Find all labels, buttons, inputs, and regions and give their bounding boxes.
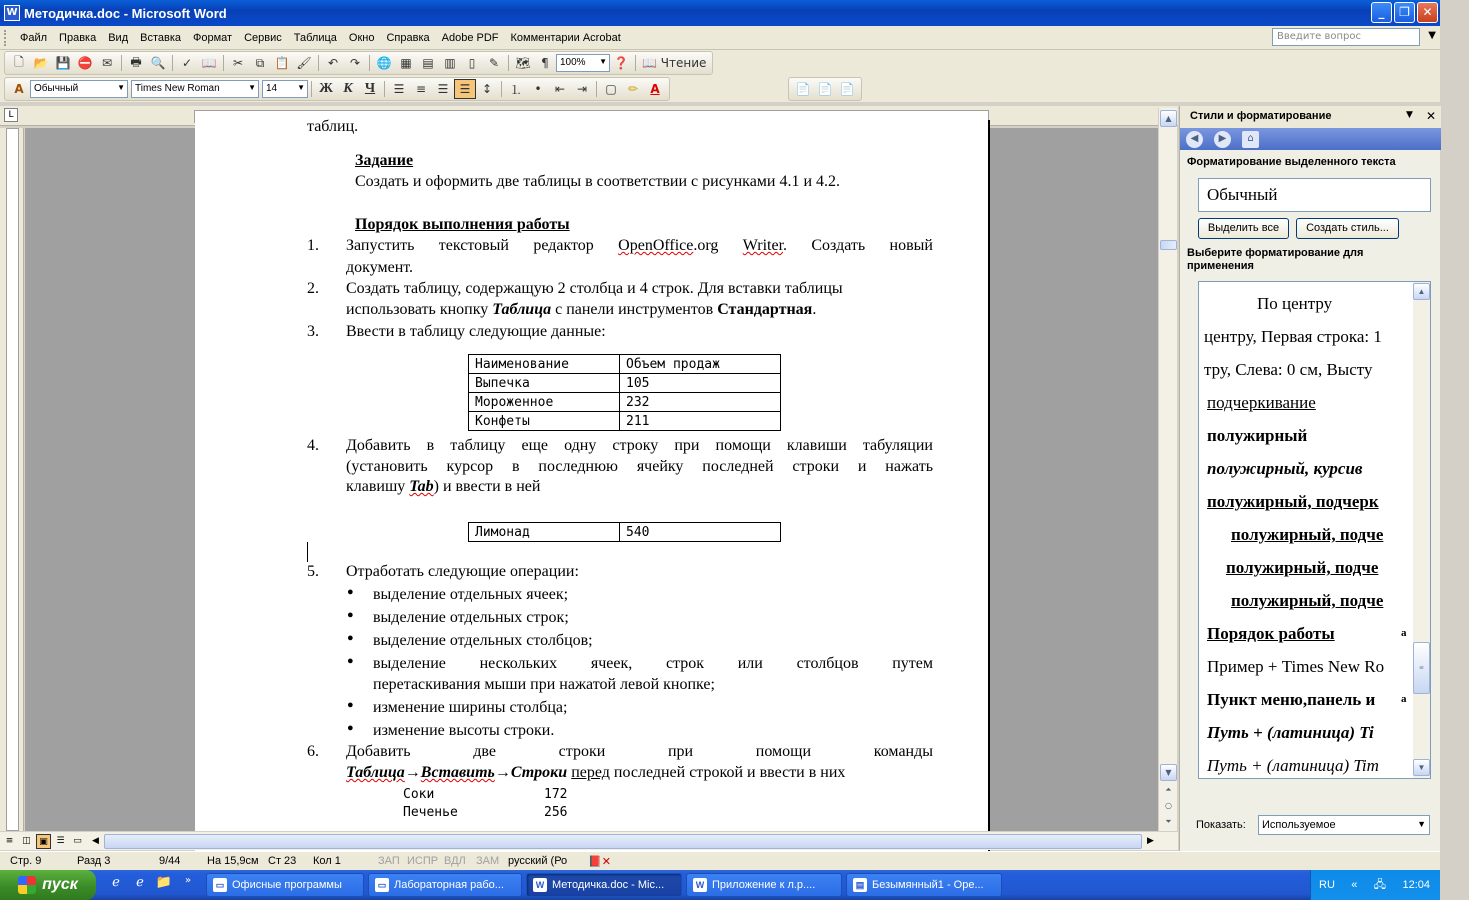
columns-icon[interactable]: ▯: [468, 56, 476, 70]
menubar-grip[interactable]: [4, 30, 10, 46]
font-color-icon[interactable]: A: [650, 82, 660, 96]
network-icon[interactable]: 🖧: [1373, 878, 1387, 891]
bullet-item: выделение отдельных ячеек;: [373, 586, 569, 603]
show-label: Показать:: [1196, 819, 1246, 831]
step1-writer: [743, 237, 787, 255]
step3-text: Ввести в таблицу следующие данные:: [346, 323, 606, 340]
style-list-scrollbar[interactable]: [1413, 282, 1430, 778]
open-folder-icon[interactable]: 📂: [33, 56, 49, 70]
bullet-item: изменение ширины столбца;: [373, 699, 568, 716]
step1-word: текстовый: [438, 237, 509, 254]
style-dropdown-icon: ▼: [117, 83, 125, 92]
insert-table-icon[interactable]: ▤: [422, 56, 434, 70]
book-icon: 📖: [642, 56, 657, 70]
reading-view-icon[interactable]: ▭: [73, 836, 82, 846]
vertical-scroll-thumb[interactable]: [1160, 240, 1177, 250]
home-icon[interactable]: ⌂: [1242, 131, 1259, 148]
prev-line-text: таблиц.: [307, 118, 359, 135]
italic-button[interactable]: К: [343, 81, 353, 96]
step2-text: использовать кнопку: [346, 301, 493, 318]
tables-borders-icon[interactable]: ▦: [400, 56, 412, 70]
ie-quicklaunch-icon[interactable]: ℯ: [112, 875, 120, 890]
scroll-left-icon[interactable]: ◀: [92, 836, 99, 846]
horizontal-scroll-thumb[interactable]: [104, 834, 1142, 849]
text-cursor: [307, 542, 308, 562]
step2-line1: Создать таблицу, содержащую 2 столбца и 4 строк. Для вставки таблицы: [346, 280, 843, 297]
list-scroll-up-icon[interactable]: ▲: [1413, 283, 1430, 300]
start-label: пуск: [42, 876, 78, 893]
list-scroll-down-icon[interactable]: ▼: [1413, 759, 1430, 776]
email-icon[interactable]: ✉: [101, 56, 113, 70]
menu-path-insert: Вставить: [420, 764, 495, 781]
style-item[interactable]: полужирный, подче: [1231, 591, 1384, 610]
style-item[interactable]: Пример + Times New Ro: [1207, 657, 1385, 676]
bullet-icon: ●: [347, 655, 354, 667]
folder-icon: ▭: [213, 878, 227, 892]
step4-text: ) и ввести в ней: [433, 478, 541, 495]
table-row: [469, 412, 781, 431]
select-all-button[interactable]: Выделить все: [1198, 218, 1289, 239]
system-tray: [1310, 870, 1440, 900]
show-select[interactable]: [1258, 815, 1430, 835]
font-value: Times New Roman: [135, 83, 220, 94]
sales-table[interactable]: [468, 354, 781, 431]
style-item[interactable]: центру, Первая строка: 1: [1204, 327, 1382, 346]
quicklaunch-more-icon[interactable]: »: [184, 875, 192, 886]
convert-pdf-email-icon[interactable]: 📄: [817, 82, 833, 96]
align-right-icon[interactable]: ☰: [437, 82, 449, 96]
menu-acrobat-comments[interactable]: Комментарии Acrobat: [510, 31, 621, 44]
step2-number: 2.: [307, 280, 319, 297]
menu-insert[interactable]: Вставка: [140, 31, 182, 44]
font-dropdown-icon: ▼: [248, 83, 256, 92]
spelling-icon[interactable]: ✓: [181, 56, 193, 70]
step1-line2: документ.: [346, 259, 414, 276]
step1-number: 1.: [307, 237, 319, 254]
status-column: Кол 1: [313, 855, 341, 867]
writer-word: Writer: [742, 237, 784, 254]
table-cell[interactable]: Лимонад: [469, 523, 620, 542]
highlight-icon[interactable]: ✏: [627, 82, 639, 96]
border-icon[interactable]: ▢: [605, 82, 617, 96]
align-left-icon[interactable]: ☰: [393, 82, 405, 96]
task-label: Офисные программы: [232, 879, 342, 891]
extra-row-name: Печенье: [403, 805, 458, 820]
table-cell[interactable]: Объем продаж: [620, 355, 781, 374]
clock[interactable]: 12:04: [1402, 879, 1430, 891]
language-indicator[interactable]: RU: [1319, 879, 1335, 891]
table-row: [469, 523, 781, 542]
bullet-item: выделение отдельных строк;: [373, 609, 569, 626]
step6-line2: [346, 764, 845, 782]
undo-icon[interactable]: ↶: [327, 56, 339, 70]
bullets-icon[interactable]: •: [534, 82, 542, 96]
menu-tools[interactable]: Сервис: [244, 31, 282, 44]
status-track[interactable]: ИСПР: [407, 855, 439, 867]
task-text: Создать и оформить две таблицы в соответствии с рисунками 4.1 и 4.2.: [355, 173, 841, 190]
org-word: .org: [693, 237, 719, 254]
zoom-select[interactable]: [556, 54, 610, 72]
scroll-right-icon[interactable]: ▶: [1147, 836, 1154, 846]
folder-icon: ▭: [375, 878, 389, 892]
convert-pdf-icon[interactable]: 📄: [795, 82, 811, 96]
cut-icon[interactable]: ✂: [232, 56, 244, 70]
taskbar: [0, 870, 1440, 900]
style-value: Обычный: [34, 83, 79, 94]
before-word: перед: [571, 764, 610, 781]
table-row: [469, 355, 781, 374]
style-item[interactable]: подчеркивание: [1207, 393, 1316, 412]
status-line: Ст 23: [268, 855, 297, 867]
redo-icon[interactable]: ↷: [349, 56, 361, 70]
step1-word: редактор: [533, 237, 594, 254]
status-pages: 9/44: [159, 855, 181, 867]
word-doc-icon: W: [693, 878, 707, 892]
menu-view[interactable]: Вид: [108, 31, 129, 44]
bullet-icon: ●: [347, 609, 354, 621]
arrow: →: [404, 764, 421, 781]
word-doc-icon: W: [533, 878, 547, 892]
step4-line3: [346, 478, 540, 496]
copy-icon[interactable]: ⧉: [255, 55, 265, 70]
close-button[interactable]: ✕: [1417, 2, 1438, 23]
horizontal-scrollbar[interactable]: [0, 831, 1178, 850]
standard-word: Стандартная: [717, 301, 813, 318]
reading-mode-button[interactable]: [639, 53, 709, 73]
choose-format-label: Выберите форматирование для применения: [1187, 247, 1364, 272]
menu-table[interactable]: Таблица: [293, 31, 337, 44]
period: .: [783, 237, 788, 254]
step4-line2: (установить курсор в последнюю ячейку последней строки и нажать: [346, 458, 933, 475]
table-word: Таблица: [492, 301, 552, 318]
hyperlink-icon[interactable]: 🌐: [376, 56, 392, 70]
step1-word: Создать: [811, 237, 866, 254]
tab-stop-selector[interactable]: L: [4, 108, 18, 122]
zoom-value: 100%: [560, 57, 586, 68]
show-dropdown-icon: ▼: [1417, 819, 1426, 829]
status-section: Разд 3: [77, 855, 111, 867]
style-item[interactable]: Путь + (латиница) Tim: [1207, 756, 1379, 775]
status-extend[interactable]: ВДЛ: [444, 855, 466, 867]
selected-format-label: Форматирование выделенного текста: [1187, 156, 1396, 168]
menu-window[interactable]: Окно: [348, 31, 375, 44]
openoffice-word: OpenOffice: [618, 237, 694, 254]
title-bar: [0, 0, 1440, 26]
table-cell[interactable]: Выпечка: [469, 374, 620, 393]
next-page-icon[interactable]: ⏷: [1165, 817, 1172, 826]
paste-icon[interactable]: 📋: [274, 56, 290, 70]
ask-question-input[interactable]: Введите вопрос: [1272, 28, 1420, 46]
permission-icon[interactable]: ⛔: [77, 56, 93, 70]
table-cell[interactable]: 105: [620, 374, 781, 393]
bullet-item-continued: перетаскивания мыши при нажатой левой кнопке;: [373, 676, 715, 693]
status-bar: [0, 851, 1440, 870]
scroll-down-icon[interactable]: ▼: [1160, 764, 1177, 781]
paragraph-style-mark-icon: a: [1401, 693, 1407, 705]
task-label: Методичка.doc - Mic...: [552, 879, 665, 891]
taskbar-item[interactable]: [846, 873, 1002, 897]
period: .: [812, 301, 817, 318]
back-icon[interactable]: ◀: [1186, 131, 1203, 148]
vertical-ruler-scale[interactable]: [6, 128, 19, 831]
style-item[interactable]: тру, Слева: 0 см, Высту: [1204, 360, 1373, 379]
window-title: Методичка.doc - Microsoft Word: [24, 5, 227, 21]
font-size-select[interactable]: [262, 80, 308, 98]
line-spacing-icon[interactable]: ↕: [481, 82, 493, 96]
tray-arrow-icon[interactable]: «: [1351, 879, 1358, 891]
style-list[interactable]: [1198, 281, 1431, 779]
show-hide-icon[interactable]: ¶: [541, 56, 549, 70]
step1-app-name: [618, 237, 718, 255]
bullet-icon: ●: [347, 632, 354, 644]
size-value: 14: [266, 83, 278, 94]
arrow: →: [494, 764, 511, 781]
scroll-up-icon[interactable]: ▲: [1160, 110, 1177, 127]
show-value: Используемое: [1262, 819, 1336, 831]
table-row: [469, 393, 781, 412]
forward-icon[interactable]: ▶: [1214, 131, 1231, 148]
style-item[interactable]: Пункт меню,панель и: [1207, 690, 1376, 709]
bullet-icon: ●: [347, 722, 354, 734]
taskpane-close-icon[interactable]: ✕: [1426, 109, 1437, 123]
vertical-ruler: [0, 128, 24, 831]
table-cell[interactable]: 540: [620, 523, 781, 542]
bullet-item: выделение отдельных столбцов;: [373, 632, 593, 649]
vertical-scrollbar[interactable]: [1158, 108, 1177, 831]
taskpane-menu-icon[interactable]: ▼: [1406, 110, 1413, 120]
justify-icon[interactable]: ☰: [454, 79, 476, 99]
status-page: Стр. 9: [10, 855, 42, 867]
status-position: На 15,9см: [207, 855, 259, 867]
table-row: [469, 374, 781, 393]
step4-number: 4.: [307, 437, 319, 454]
table-cell[interactable]: Мороженное: [469, 393, 620, 412]
windows-flag-icon: [18, 876, 36, 894]
bullet-icon: ●: [347, 699, 354, 711]
bold-button[interactable]: Ж: [319, 81, 333, 96]
normal-view-icon[interactable]: ≡: [5, 836, 14, 846]
styles-task-pane: [1179, 106, 1440, 851]
taskbar-item[interactable]: [206, 873, 364, 897]
outline-view-icon[interactable]: ☰: [56, 836, 65, 846]
style-item[interactable]: полужирный, подче: [1231, 525, 1384, 544]
start-button[interactable]: [0, 870, 96, 900]
browser-quicklaunch-icon[interactable]: ℯ: [136, 875, 144, 890]
taskbar-item[interactable]: [686, 873, 842, 897]
zoom-dropdown-icon: ▼: [599, 57, 607, 66]
table-cell[interactable]: 211: [620, 412, 781, 431]
order-heading: Порядок выполнения работы: [355, 216, 570, 233]
menu-help[interactable]: Справка: [386, 31, 430, 44]
standard-toolbar: [0, 50, 1440, 76]
lemonade-table[interactable]: [468, 522, 781, 542]
reading-label: Чтение: [660, 56, 707, 70]
status-overtype[interactable]: ЗАМ: [476, 855, 500, 867]
openoffice-doc-icon: ▤: [853, 878, 867, 892]
style-item[interactable]: Порядок работы: [1207, 624, 1335, 643]
new-document-icon[interactable]: 🗋: [14, 54, 24, 69]
menu-bar: [0, 26, 1440, 50]
style-item[interactable]: полужирный, курсив: [1207, 459, 1363, 478]
status-record[interactable]: ЗАП: [378, 855, 400, 867]
style-item[interactable]: полужирный: [1207, 426, 1308, 445]
maximize-button[interactable]: ❐: [1394, 2, 1415, 23]
increase-indent-icon[interactable]: ⇥: [576, 82, 588, 96]
previous-page-icon[interactable]: ⏶: [1165, 785, 1172, 794]
style-item[interactable]: Путь + (латиница) Ti: [1207, 723, 1374, 742]
table-cell[interactable]: Наименование: [469, 355, 620, 374]
drawing-icon[interactable]: ✎: [488, 56, 500, 70]
step2-text: с панели инструментов: [551, 301, 718, 318]
web-view-icon[interactable]: ◫: [22, 836, 31, 846]
document-area[interactable]: [25, 118, 1158, 831]
align-center-icon[interactable]: ≡: [415, 82, 427, 96]
step1-word: Запустить: [346, 237, 415, 254]
task-label: Приложение к л.р....: [712, 879, 816, 891]
document-map-icon[interactable]: 🗺: [515, 56, 531, 70]
styles-pane-icon[interactable]: A: [14, 82, 24, 96]
style-item[interactable]: По центру: [1257, 294, 1333, 313]
decrease-indent-icon[interactable]: ⇤: [554, 82, 566, 96]
step4-line1: Добавить в таблицу еще одну строку при помощи клавиши табуляции: [346, 437, 933, 454]
bullet-item: изменение высоты строки.: [373, 722, 555, 739]
table-cell[interactable]: Конфеты: [469, 412, 620, 431]
step4-text: клавишу: [346, 478, 410, 495]
step1-line1: [346, 237, 933, 255]
browse-object-icon[interactable]: ○: [1165, 801, 1172, 810]
current-style-box[interactable]: Обычный: [1198, 178, 1431, 212]
size-dropdown-icon: ▼: [297, 83, 305, 92]
menu-edit[interactable]: Правка: [59, 31, 97, 44]
menu-path-table: Таблица: [346, 764, 405, 781]
document-page[interactable]: [195, 120, 990, 880]
format-painter-icon[interactable]: 🖌: [296, 56, 312, 70]
task-label: Безымянный1 - Ope...: [872, 879, 984, 891]
step5-number: 5.: [307, 563, 319, 580]
insert-excel-icon[interactable]: ▥: [444, 56, 456, 70]
menu-adobe-pdf[interactable]: Adobe PDF: [441, 31, 499, 44]
print-preview-icon[interactable]: 🔍: [150, 56, 166, 70]
extra-row-value: 256: [544, 805, 568, 820]
menu-file[interactable]: Файл: [20, 31, 48, 44]
help-icon[interactable]: ❓: [613, 56, 629, 70]
formatting-toolbar: [0, 76, 1440, 102]
font-select[interactable]: [131, 80, 259, 98]
explorer-quicklaunch-icon[interactable]: 📁: [155, 875, 173, 890]
extra-row-value: 172: [544, 787, 568, 802]
spelling-status-icon[interactable]: 📕✕: [588, 856, 611, 868]
taskpane-title: Стили и форматирование: [1180, 106, 1441, 128]
tab-word: Tab: [409, 478, 434, 495]
taskbar-item[interactable]: [368, 873, 522, 897]
bullet-icon: ●: [347, 586, 354, 598]
style-item[interactable]: полужирный, подчерк: [1207, 492, 1379, 511]
extra-row-name: Соки: [403, 787, 435, 802]
list-scroll-thumb[interactable]: ≡: [1413, 642, 1430, 694]
create-style-button[interactable]: Создать стиль...: [1296, 218, 1399, 239]
step1-word: новый: [889, 237, 933, 254]
save-icon[interactable]: 💾: [55, 56, 71, 70]
convert-pdf-review-icon[interactable]: 📄: [839, 82, 855, 96]
minimize-button[interactable]: _: [1371, 2, 1392, 23]
bullet-item: выделение нескольких ячеек, строк или столбцов путем: [373, 655, 933, 672]
taskpane-nav-bar: [1180, 128, 1441, 150]
menu-path-rows: Строки: [510, 764, 568, 781]
print-layout-icon[interactable]: ▣: [36, 834, 51, 849]
word-app-icon[interactable]: W: [4, 5, 20, 21]
step3-number: 3.: [307, 323, 319, 340]
step6-number: 6.: [307, 743, 319, 760]
task-heading: Задание: [355, 152, 414, 169]
step5-text: Отработать следующие операции:: [346, 563, 579, 580]
step6-text: последней строкой и ввести в них: [609, 764, 846, 781]
underline-button[interactable]: Ч: [364, 81, 376, 96]
style-select[interactable]: [30, 80, 128, 98]
step2-line2: [346, 301, 816, 319]
paragraph-style-mark-icon: a: [1401, 627, 1407, 639]
research-icon[interactable]: 📖: [201, 56, 217, 70]
status-language: русский (Ро: [508, 855, 568, 867]
style-item[interactable]: полужирный, подче: [1226, 558, 1379, 577]
menu-format[interactable]: Формат: [193, 31, 233, 44]
print-icon[interactable]: 🖶: [130, 54, 142, 69]
task-label: Лабораторная рабо...: [394, 879, 504, 891]
taskbar-item-active[interactable]: [526, 873, 682, 897]
numbering-icon[interactable]: ⒈: [509, 82, 522, 97]
table-cell[interactable]: 232: [620, 393, 781, 412]
step6-line1: Добавить две строки при помощи команды: [346, 743, 933, 760]
ask-dropdown-icon[interactable]: ▼: [1428, 30, 1436, 41]
